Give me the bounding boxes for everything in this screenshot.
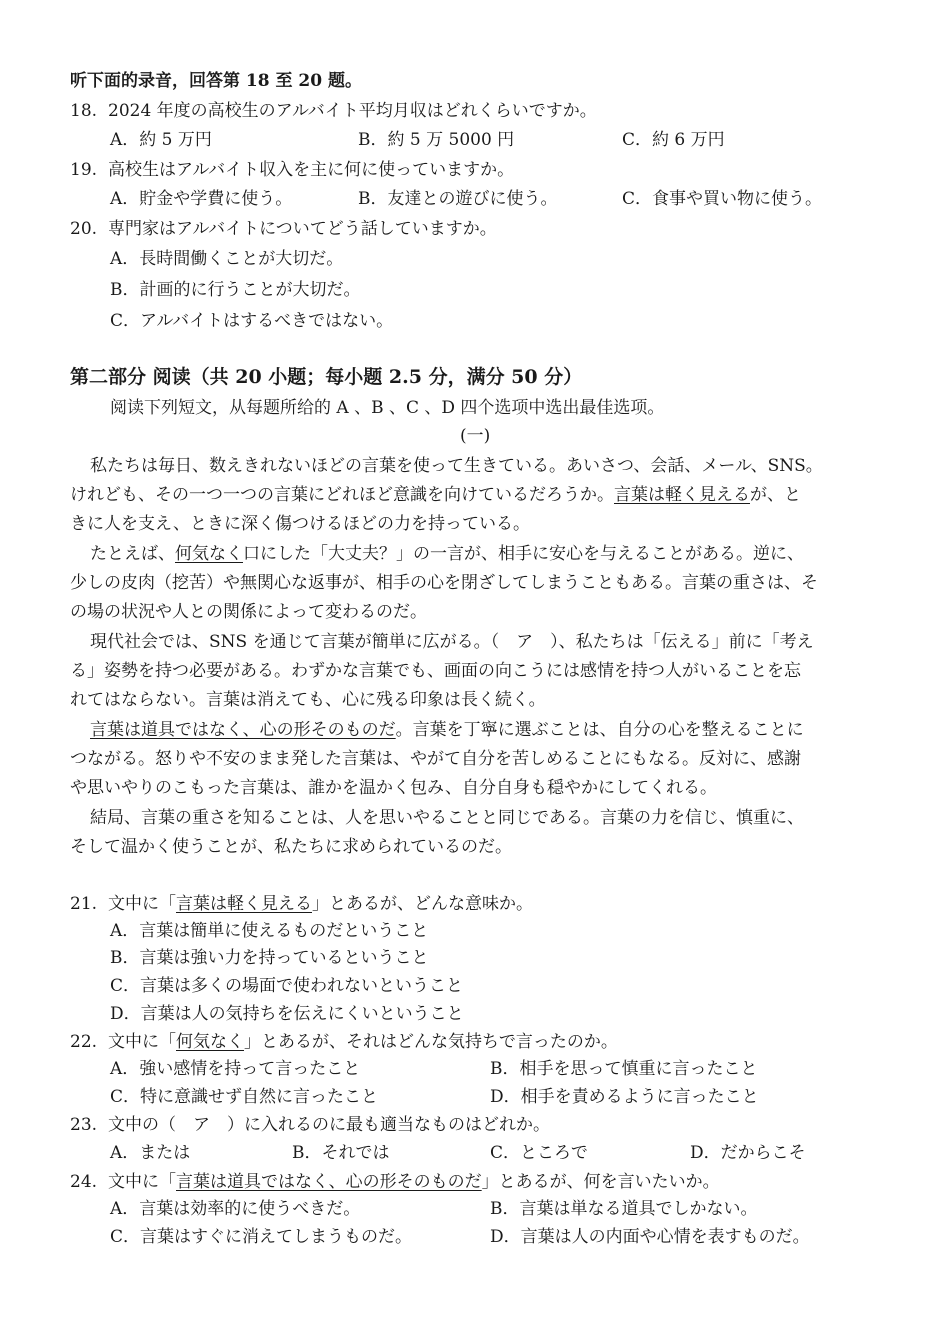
- passage-line: きに人を支え、ときに深く傷つけるほどの力を持っている。: [70, 514, 531, 534]
- q21-option-b: B．言葉は強い力を持っているということ: [110, 948, 429, 968]
- q19-option-c: C．食事や買い物に使う。: [622, 189, 823, 209]
- passage-line: の場の状況や人との関係によって変わるのだ。: [70, 602, 427, 622]
- q23-option-a: A．または: [110, 1143, 191, 1163]
- q22-option-a: A．強い感情を持って言ったこと: [110, 1059, 361, 1079]
- q24-option-b: B．言葉は単なる道具でしかない。: [490, 1199, 758, 1219]
- reading-instruction: 阅读下列短文，从每题所给的 A 、B 、C 、D 四个选项中选出最佳选项。: [110, 398, 665, 418]
- q19-option-a: A．貯金や学費に使う。: [110, 189, 293, 209]
- passage-line: や思いやりのこもった言葉は、誰かを温かく包み、自分自身も穏やかにしてくれる。: [70, 778, 718, 798]
- listening-intro: 听下面的录音，回答第 18 至 20 题。: [70, 71, 362, 91]
- underlined-phrase-light-words: 言葉は軽く見える: [614, 485, 750, 505]
- passage-line: 私たちは毎日、数えきれないほどの言葉を使って生きている。あいさつ、会話、メール、SNS。: [90, 456, 823, 476]
- q20-option-a: A．長時間働くことが大切だ。: [110, 249, 344, 269]
- question-21-number: 21.: [70, 894, 98, 914]
- q18-option-a: A．約 5 万円: [110, 130, 212, 150]
- question-20-text: 専門家はアルバイトについてどう話していますか。: [108, 219, 497, 239]
- question-24-number: 24.: [70, 1172, 98, 1192]
- passage-line: れてはならない。言葉は消えても、心に残る印象は長く続く。: [70, 690, 546, 710]
- question-19-text: 高校生はアルバイト収入を主に何に使っていますか。: [108, 160, 515, 180]
- passage-line: 結局、言葉の重さを知ることは、人を思いやることと同じである。言葉の力を信じ、慎重に、: [90, 808, 804, 828]
- q22-option-d: D．相手を責めるように言ったこと: [490, 1087, 759, 1107]
- question-23-text: 文中の（ ア ）に入れるのに最も適当なものはどれか。: [108, 1115, 550, 1135]
- passage-line: る」姿勢を持つ必要がある。わずかな言葉でも、画面の向こうには感情を持つ人がいることを忘: [70, 661, 801, 681]
- underlined-phrase-words-not-tools: 言葉は道具ではなく、心の形そのものだ: [90, 720, 396, 740]
- q24-option-a: A．言葉は効率的に使うべきだ。: [110, 1199, 361, 1219]
- underlined-phrase-casually: 何気なく: [175, 544, 243, 564]
- q22-option-b: B．相手を思って慎重に言ったこと: [490, 1059, 758, 1079]
- q18-option-b: B．約 5 万 5000 円: [358, 130, 515, 150]
- question-20-number: 20.: [70, 219, 98, 239]
- question-18-number: 18.: [70, 101, 98, 121]
- q23-option-d: D．だからこそ: [690, 1143, 806, 1163]
- passage-number: (一): [460, 426, 491, 446]
- passage-line: 言葉は道具ではなく、心の形そのものだ。言葉を丁寧に選ぶことは、自分の心を整えることに: [90, 720, 804, 740]
- passage-line: けれども、その一つ一つの言葉にどれほど意識を向けているだろうか。言葉は軽く見えるが、と: [70, 485, 801, 505]
- q22-option-c: C．特に意識せず自然に言ったこと: [110, 1087, 379, 1107]
- question-23-number: 23.: [70, 1115, 98, 1135]
- question-24-text: 文中に「言葉は道具ではなく、心の形そのものだ」とあるが、何を言いたいか。: [108, 1172, 720, 1192]
- passage-line: そして温かく使うことが、私たちに求められているのだ。: [70, 837, 512, 857]
- q21-option-d: D．言葉は人の気持ちを伝えにくいということ: [110, 1004, 464, 1024]
- passage-line: 現代社会では、SNS を通じて言葉が簡単に広がる。（ ア ）、私たちは「伝える」前に「考え: [90, 632, 814, 652]
- q18-option-c: C．約 6 万円: [622, 130, 725, 150]
- passage-line: たとえば、何気なく口にした「大丈夫？」の一言が、相手に安心を与えることがある。逆に、: [90, 544, 804, 564]
- q20-option-c: C．アルバイトはするべきではない。: [110, 311, 394, 331]
- reading-section-title: 第二部分 阅读（共 20 小题；每小题 2.5 分，满分 50 分）: [70, 366, 583, 388]
- question-18-text: 2024 年度の高校生のアルバイト平均月収はどれくらいですか。: [108, 101, 597, 121]
- passage-line: 少しの皮肉（挖苦）や無関心な返事が、相手の心を閉ざしてしまうこともある。言葉の重さは、そ: [70, 573, 818, 593]
- question-22-number: 22.: [70, 1032, 98, 1052]
- q24-option-d: D．言葉は人の内面や心情を表すものだ。: [490, 1227, 810, 1247]
- q20-option-b: B．計画的に行うことが大切だ。: [110, 280, 361, 300]
- q23-option-b: B．それでは: [292, 1143, 390, 1163]
- passage-line: つながる。怒りや不安のまま発した言葉は、やがて自分を苦しめることにもなる。反対に、感謝: [70, 749, 801, 769]
- q21-option-a: A．言葉は簡単に使えるものだということ: [110, 921, 429, 941]
- question-22-text: 文中に「何気なく」とあるが、それはどんな気持ちで言ったのか。: [108, 1032, 618, 1052]
- q19-option-b: B．友達との遊びに使う。: [358, 189, 558, 209]
- question-21-text: 文中に「言葉は軽く見える」とあるが、どんな意味か。: [108, 894, 533, 914]
- q21-option-c: C．言葉は多くの場面で使われないということ: [110, 976, 464, 996]
- q24-option-c: C．言葉はすぐに消えてしまうものだ。: [110, 1227, 413, 1247]
- question-19-number: 19.: [70, 160, 98, 180]
- q23-option-c: C．ところで: [490, 1143, 588, 1163]
